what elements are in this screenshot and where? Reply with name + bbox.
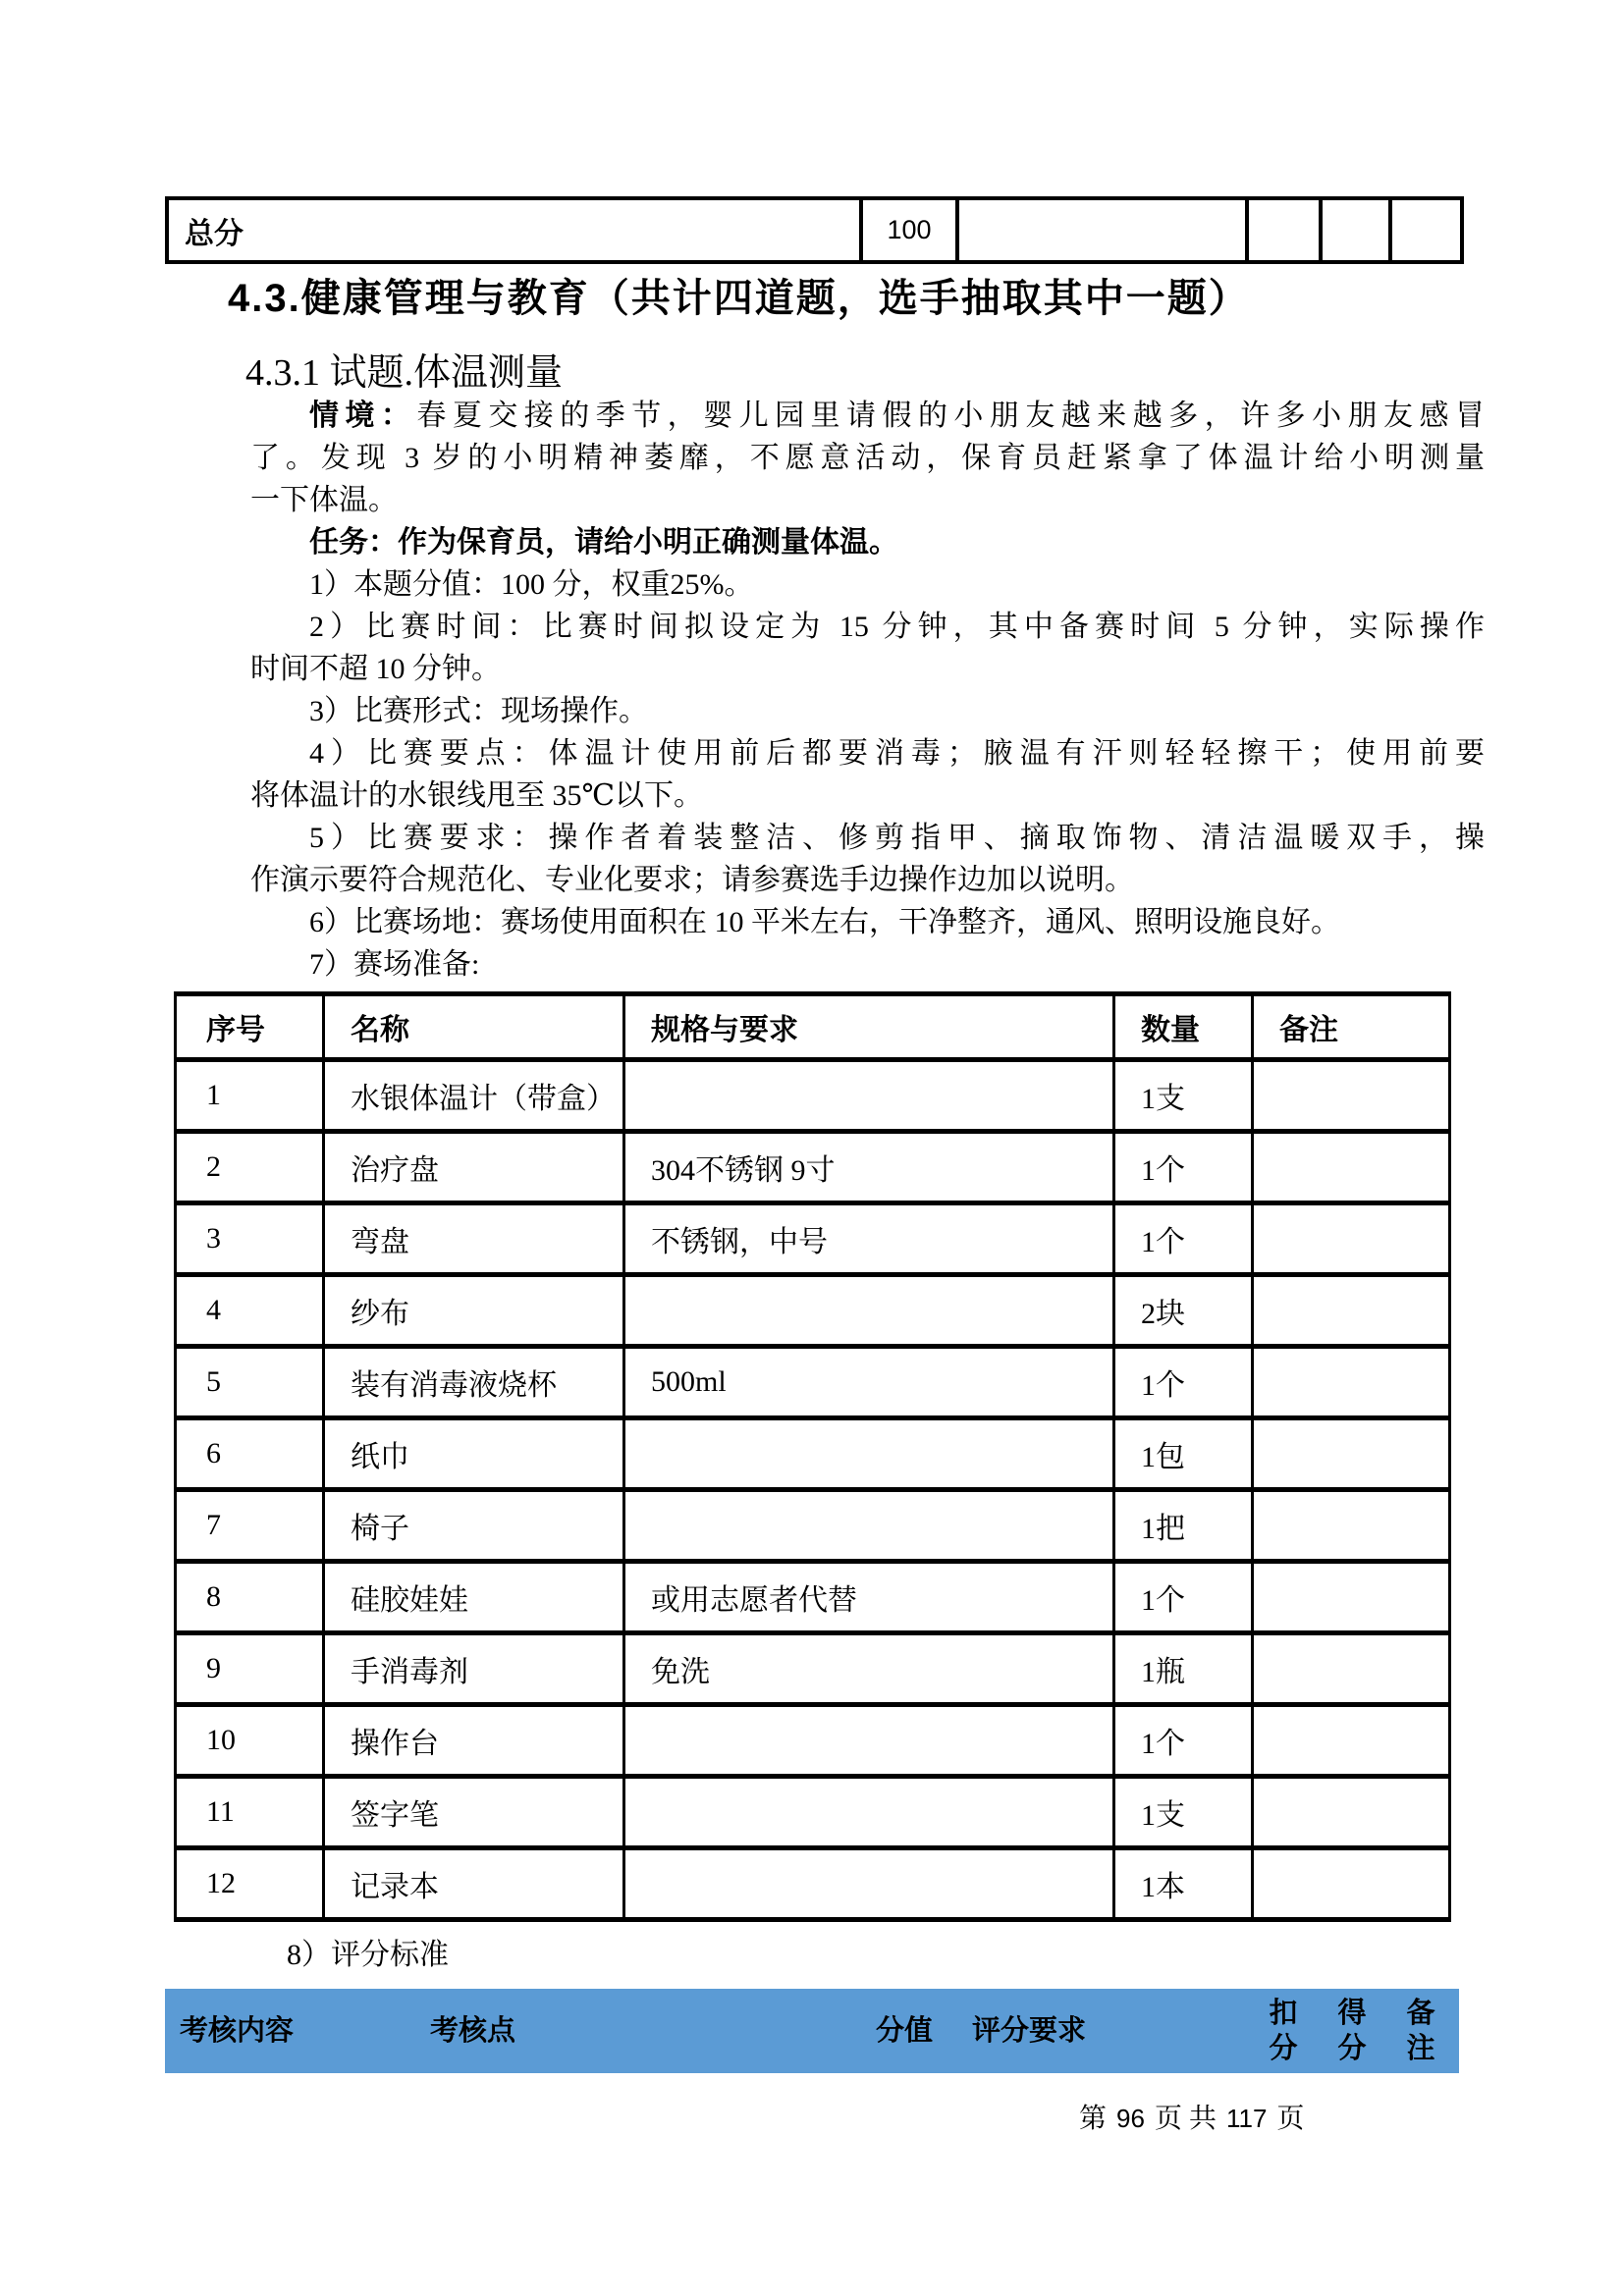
stacked-label-line: 备 [1406, 1998, 1435, 2029]
table-cell: 不锈钢，中号 [624, 1203, 1114, 1275]
paragraph-line: 5）比赛要求：操作者着装整洁、修剪指甲、摘取饰物、清洁温暖双手，操 [309, 822, 1485, 854]
score-empty-cell [1390, 198, 1462, 262]
score-empty-cell [1247, 198, 1321, 262]
table-cell: 7 [176, 1490, 324, 1562]
paragraph-line: 一下体温。 [250, 484, 398, 516]
table-row [176, 1777, 1450, 1848]
paragraph-line: 1）本题分值：100 分，权重25%。 [309, 568, 754, 601]
paragraph-line: 7）赛场准备: [309, 948, 480, 981]
preparation-table [174, 991, 1451, 1922]
stacked-label-line: 得 [1337, 1998, 1367, 2029]
table-cell [624, 1060, 1114, 1132]
total-score-table [165, 196, 1464, 264]
table-row [176, 1060, 1450, 1132]
table-cell: 签字笔 [324, 1777, 624, 1848]
table-row [176, 1633, 1450, 1705]
table-cell [1253, 1705, 1450, 1777]
table-cell: 500ml [624, 1347, 1114, 1418]
table-cell: 纱布 [324, 1275, 624, 1347]
footer-text: 页 共 [1154, 2104, 1217, 2134]
scoring-header-requirement: 评分要求 [972, 2015, 1087, 2047]
paragraph-line: 2）比赛时间：比赛时间拟设定为 15 分钟，其中备赛时间 5 分钟，实际操作 [309, 611, 1485, 643]
table-cell: 12 [176, 1848, 324, 1920]
table-cell [1253, 1490, 1450, 1562]
paragraph-line: 任务：作为保育员，请给小明正确测量体温。 [309, 526, 898, 559]
table-cell [624, 1418, 1114, 1490]
stacked-label-line: 注 [1406, 2033, 1435, 2064]
body-text [250, 395, 1485, 986]
scoring-header-score: 分值 [876, 2015, 934, 2047]
scoring-header-gained [1335, 1996, 1369, 2066]
table-cell: 免洗 [624, 1633, 1114, 1705]
total-pages: 117 [1225, 2104, 1268, 2133]
table-cell: 2 [176, 1132, 324, 1203]
table-cell: 5 [176, 1347, 324, 1418]
table-row [176, 1848, 1450, 1920]
table-row [176, 1705, 1450, 1777]
table-cell: 纸巾 [324, 1418, 624, 1490]
total-score-label: 总分 [167, 198, 861, 262]
table-cell [1253, 1132, 1450, 1203]
table-cell: 治疗盘 [324, 1132, 624, 1203]
table-row [176, 1490, 1450, 1562]
table-cell: 3 [176, 1203, 324, 1275]
scoring-header-remark [1404, 1996, 1437, 2066]
footer-text: 页 [1276, 2104, 1305, 2134]
table-cell: 记录本 [324, 1848, 624, 1920]
table-row [176, 1275, 1450, 1347]
table-row [176, 1562, 1450, 1633]
table-header-cell: 序号 [176, 994, 324, 1060]
paragraph-line: 作演示要符合规范化、专业化要求；请参赛选手边操作边加以说明。 [250, 864, 1134, 896]
table-cell: 1支 [1114, 1777, 1253, 1848]
table-row [176, 1347, 1450, 1418]
page-footer [1077, 2097, 1306, 2136]
table-cell: 1 [176, 1060, 324, 1132]
table-cell: 2块 [1114, 1275, 1253, 1347]
table-row [176, 1203, 1450, 1275]
table-cell: 1本 [1114, 1848, 1253, 1920]
footer-text: 第 [1079, 2104, 1108, 2134]
table-cell: 1个 [1114, 1203, 1253, 1275]
table-cell: 椅子 [324, 1490, 624, 1562]
bold-lead-label: 情境： [309, 400, 417, 432]
table-header-cell: 名称 [324, 994, 624, 1060]
table-cell: 硅胶娃娃 [324, 1562, 624, 1633]
paragraph-line: 4）比赛要点：体温计使用前后都要消毒；腋温有汗则轻轻擦干；使用前要 [309, 737, 1485, 770]
table-cell [624, 1848, 1114, 1920]
stacked-label-line: 扣 [1269, 1998, 1298, 2029]
section-heading: 4.3.健康管理与教育（共计四道题，选手抽取其中一题） [228, 277, 1250, 320]
table-cell: 10 [176, 1705, 324, 1777]
table-cell: 6 [176, 1418, 324, 1490]
table-header-row [176, 994, 1450, 1060]
stacked-label-line: 分 [1269, 2033, 1298, 2064]
table-cell: 11 [176, 1777, 324, 1848]
table-header-cell: 备注 [1253, 994, 1450, 1060]
table-cell: 9 [176, 1633, 324, 1705]
total-score-value: 100 [861, 198, 957, 262]
scoring-header-deduction [1267, 1996, 1300, 2066]
table-cell: 1个 [1114, 1132, 1253, 1203]
table-cell: 弯盘 [324, 1203, 624, 1275]
score-empty-cell [1321, 198, 1390, 262]
paragraph-line: 6）比赛场地：赛场使用面积在 10 平米左右，干净整齐，通风、照明设施良好。 [309, 906, 1340, 938]
table-cell: 8 [176, 1562, 324, 1633]
table-cell [1253, 1060, 1450, 1132]
scoring-table-header [165, 1989, 1459, 2073]
paragraph-line: 时间不超 10 分钟。 [250, 653, 501, 685]
table-cell: 1把 [1114, 1490, 1253, 1562]
table-cell [1253, 1418, 1450, 1490]
table-cell [1253, 1203, 1450, 1275]
table-cell [624, 1490, 1114, 1562]
table-cell: 水银体温计（带盒） [324, 1060, 624, 1132]
paragraph-line: 了。发现 3 岁的小明精神萎靡，不愿意活动，保育员赶紧拿了体温计给小明测量 [250, 442, 1485, 474]
table-cell: 或用志愿者代替 [624, 1562, 1114, 1633]
scoring-standard-label: 8）评分标准 [287, 1939, 449, 1971]
table-cell: 操作台 [324, 1705, 624, 1777]
paragraph-line: 情境：春夏交接的季节，婴儿园里请假的小朋友越来越多，许多小朋友感冒 [309, 400, 1485, 432]
table-cell: 304不锈钢 9寸 [624, 1132, 1114, 1203]
score-empty-cell [957, 198, 1247, 262]
stacked-label-line: 分 [1337, 2033, 1367, 2064]
table-cell [624, 1275, 1114, 1347]
scoring-header-content: 考核内容 [180, 2015, 295, 2047]
table-cell: 1个 [1114, 1562, 1253, 1633]
table-cell [1253, 1777, 1450, 1848]
table-cell: 1支 [1114, 1060, 1253, 1132]
table-header-cell: 数量 [1114, 994, 1253, 1060]
table-cell: 手消毒剂 [324, 1633, 624, 1705]
table-cell [1253, 1562, 1450, 1633]
paragraph-line: 将体温计的水银线甩至 35℃以下。 [250, 779, 704, 812]
table-header-cell: 规格与要求 [624, 994, 1114, 1060]
table-cell [1253, 1848, 1450, 1920]
table-cell: 1包 [1114, 1418, 1253, 1490]
subsection-heading: 4.3.1 试题.体温测量 [245, 352, 564, 394]
table-cell: 1瓶 [1114, 1633, 1253, 1705]
table-cell [1253, 1275, 1450, 1347]
table-cell [1253, 1347, 1450, 1418]
table-row [176, 1132, 1450, 1203]
table-cell: 1个 [1114, 1705, 1253, 1777]
table-cell: 4 [176, 1275, 324, 1347]
table-cell: 装有消毒液烧杯 [324, 1347, 624, 1418]
table-cell [624, 1705, 1114, 1777]
paragraph-line: 3）比赛形式：现场操作。 [309, 695, 648, 727]
table-row [176, 1418, 1450, 1490]
scoring-header-point: 考核点 [430, 2015, 516, 2047]
table-cell: 1个 [1114, 1347, 1253, 1418]
total-score-row [167, 198, 1462, 262]
table-cell [624, 1777, 1114, 1848]
table-cell [1253, 1633, 1450, 1705]
page-number: 96 [1116, 2104, 1145, 2133]
